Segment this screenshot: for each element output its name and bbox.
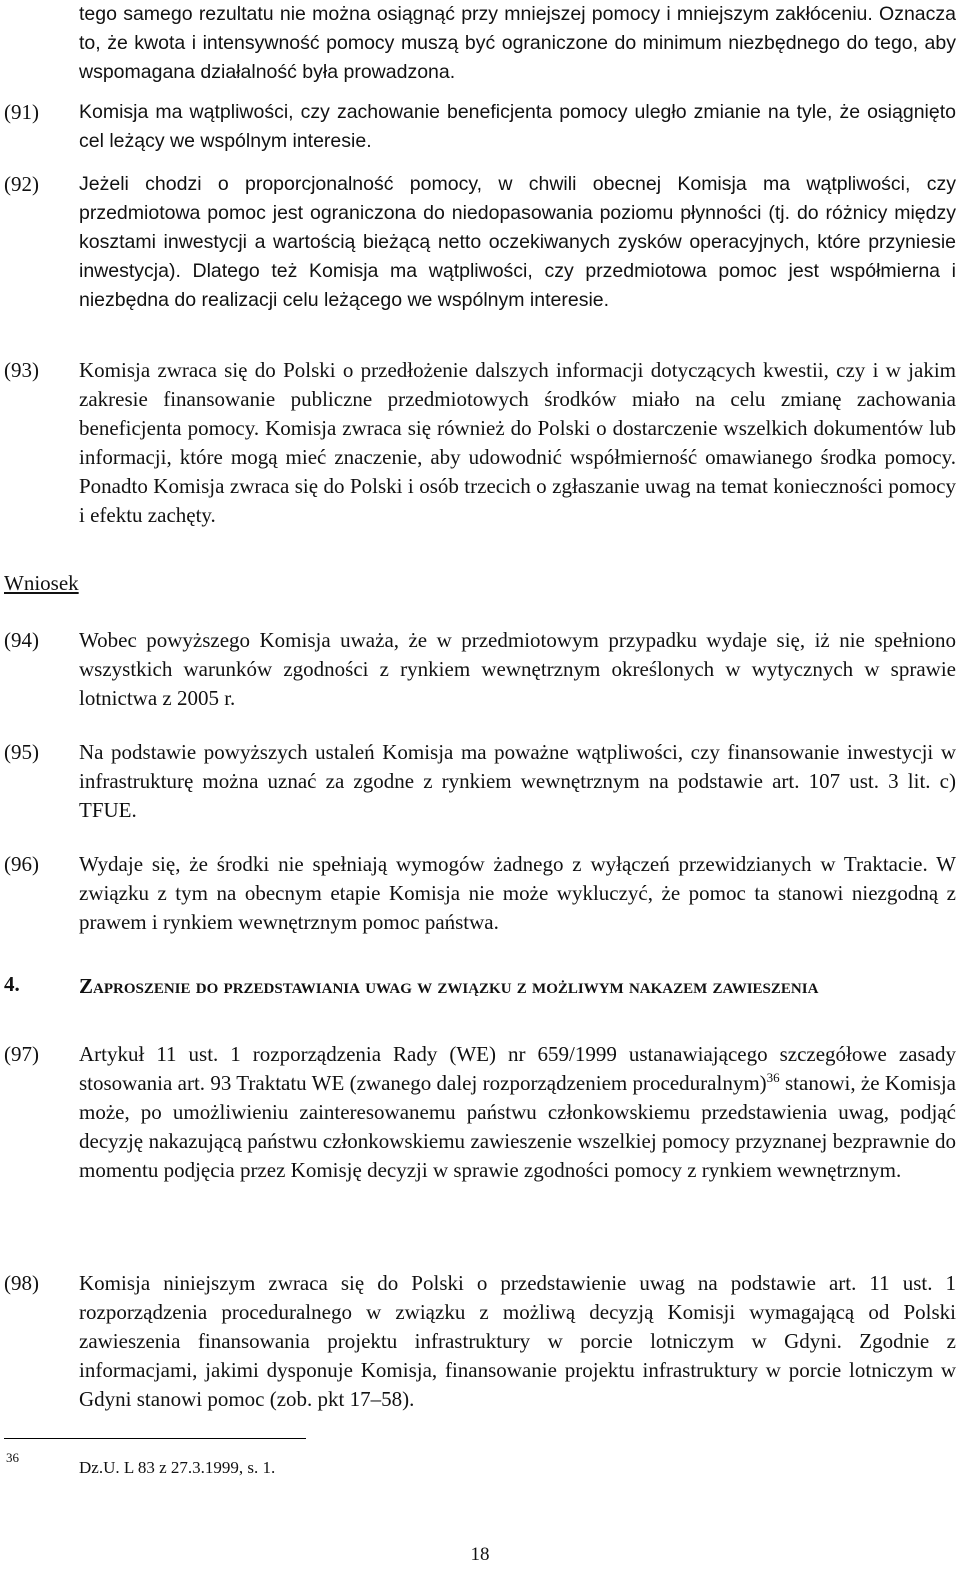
paragraph-text: tego samego rezultatu nie można osiągnąć przy mniejszej pomocy i mniejszym zakłóceniu. Oznacza to, że kwota i intensywność pomocy muszą być ograniczone do minimum niezbędnego do tego, aby wspomagana działalność była prowadzona. — [79, 3, 956, 83]
paragraph-text: Komisja ma wątpliwości, czy zachowanie beneficjenta pomocy uległo zmianie na tyle, że osiągnięto cel leżący we wspólnym interesie. — [79, 101, 956, 152]
paragraph-text-part: Artykuł 11 ust. 1 rozporządzenia Rady (WE) nr 659/1999 ustanawiającego szczegółowe zasady stosowania art. 93 Traktatu WE (zwanego dalej rozporządzeniem proceduralnym) — [79, 1042, 956, 1095]
paragraph-text: Wobec powyższego Komisja uważa, że w przedmiotowym przypadku wydaje się, iż nie spełniono wszystkich warunków zgodności z rynkiem wewnętrznym określonych w wytycznych w sprawie lotnictwa z 2005 r. — [79, 628, 956, 710]
section-number: 4. — [4, 972, 20, 996]
paragraph-number: (94) — [4, 628, 39, 652]
footnote-number: 36 — [6, 1450, 19, 1465]
paragraph-number: (91) — [4, 100, 39, 124]
paragraph-text — [79, 1040, 956, 1185]
footnote-text: Dz.U. L 83 z 27.3.1999, s. 1. — [79, 1458, 276, 1477]
paragraph-number: (98) — [4, 1271, 39, 1295]
paragraph-text: Jeżeli chodzi o proporcjonalność pomocy, w chwili obecnej Komisja ma wątpliwości, czy przedmiotowa pomoc jest ograniczona do niedopasowania poziomu płynności (tj. do różnicy między kosztami inwestycji a wartością bieżącą netto oczekiwanych zysków operacyjnych, które przyniesie inwestycja). Dlatego też Komisja ma wątpliwości, czy przedmiotowa pomoc jest współmierna i niezbędna do realizacji celu leżącego we wspólnym interesie. — [79, 173, 956, 311]
section-title: Zaproszenie do przedstawiania uwag w związku z możliwym nakazem zawieszenia — [79, 974, 819, 998]
paragraph-number: (92) — [4, 172, 39, 196]
paragraph-text: Komisja niniejszym zwraca się do Polski o przedstawienie uwag na podstawie art. 11 ust. 1 rozporządzenia proceduralnego w związku z możliwą decyzją Komisji wymagającą od Polski zawieszenia finansowania projektu infrastruktury w porcie lotniczym w Gdyni. Zgodnie z informacjami, jakimi dysponuje Komisja, finansowanie projektu infrastruktury w porcie lotniczym w Gdyni stanowi pomoc (zob. pkt 17–58). — [79, 1271, 956, 1411]
footnote-separator — [4, 1438, 306, 1439]
paragraph-text-part: stanowi, że Komisja może, po umożliwieniu zainteresowanemu państwu członkowskiemu przedstawienia uwag, podjąć decyzję nakazującą państwu członkowskiemu zawieszenie wszelkiej pomocy przyznanej bezprawnie do momentu podjęcia przez Komisję decyzji w sprawie zgodności pomocy z rynkiem wewnętrznym. — [79, 1071, 957, 1182]
paragraph-number: (97) — [4, 1042, 39, 1066]
paragraph-text: Komisja zwraca się do Polski o przedłożenie dalszych informacji dotyczących kwestii, czy i w jakim zakresie finansowanie publiczne przedmiotowych środków miało na celu zmianę zachowania beneficjenta pomocy. Komisja zwraca się również do Polski o dostarczenie wszelkich dokumentów lub informacji, które mogą mieć znaczenie, aby udowodnić współmierność omawianego środka pomocy. Ponadto Komisja zwraca się do Polski i osób trzecich o zgłaszanie uwag na temat konieczności pomocy i efektu zachęty. — [79, 358, 956, 527]
paragraph-number: (95) — [4, 740, 39, 764]
footnote-reference: 36 — [766, 1070, 780, 1085]
page-number: 18 — [470, 1544, 490, 1565]
section-heading-wniosek: Wniosek — [4, 571, 79, 595]
paragraph-number: (96) — [4, 852, 39, 876]
paragraph-text: Wydaje się, że środki nie spełniają wymogów żadnego z wyłączeń przewidzianych w Traktacie. W związku z tym na obecnym etapie Komisja nie może wykluczyć, że pomoc ta stanowi niezgodną z prawem i rynkiem wewnętrznym pomoc państwa. — [79, 852, 956, 934]
paragraph-number: (93) — [4, 358, 39, 382]
paragraph-text: Na podstawie powyższych ustaleń Komisja ma poważne wątpliwości, czy finansowanie inwestycji w infrastrukturę można uznać za zgodne z rynkiem wewnętrznym na podstawie art. 107 ust. 3 lit. c) TFUE. — [79, 740, 956, 822]
